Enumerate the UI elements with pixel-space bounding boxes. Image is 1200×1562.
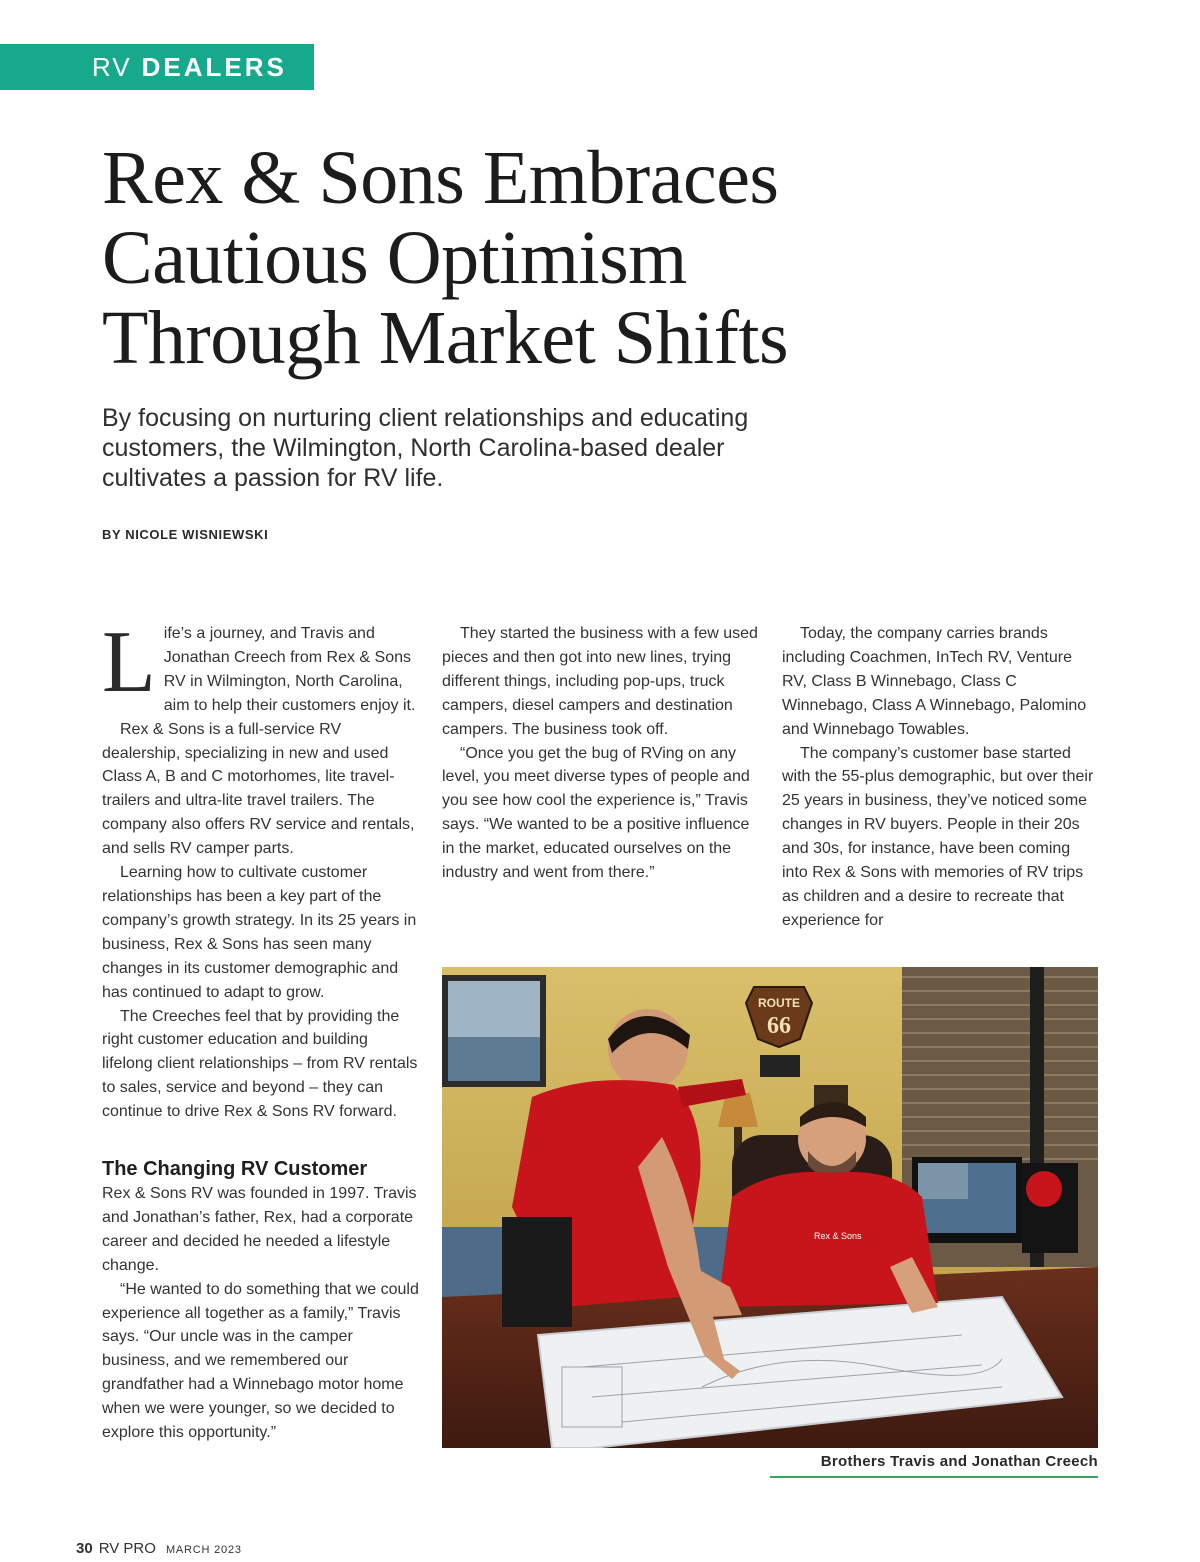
- paragraph-7: They started the business with a few used pieces and then got into new lines, trying different things, including pop-ups, truck campers, diesel campers and destination campers. The business took off.: [442, 625, 758, 738]
- paragraph-1: [102, 614, 422, 718]
- issue-date: MARCH 2023: [165, 1544, 242, 1556]
- section-label-bold: DEALERS: [141, 51, 287, 82]
- drop-cap: L: [102, 614, 156, 711]
- paragraph-6: “He wanted to do something that we could experience all together as a family,” Travis says. “Our uncle was in the camper business, and we remembered our grandfather had a Winnebago motor home when we were younger, so we decided to explore this opportunity.”: [102, 1280, 419, 1442]
- paragraph-2: Rex & Sons is a full-service RV dealership, specializing in new and used Class A, B and C motorhomes, lite travel-trailers and ultra-lite travel trailers. The company also offers RV service and rentals, and sells RV camper parts.: [102, 720, 415, 858]
- magazine-name: RV PRO: [98, 1540, 156, 1557]
- photo-illustration: [442, 967, 1098, 1448]
- sign-text-number: 66: [767, 1013, 791, 1039]
- column-1: [102, 614, 422, 1445]
- paragraph-1-text: ife’s a journey, and Travis and Jonathan Creech from Rex & Sons RV in Wilmington, North Carolina, aim to help their customers enjoy it.: [163, 625, 416, 714]
- section-tab: [0, 44, 314, 90]
- paragraph-4: The Creeches feel that by providing the right customer education and building lifelong client relationships – from RV rentals to sales, service and beyond – they can continue to drive Rex & Sons RV forward.: [102, 1007, 418, 1121]
- byline: BY NICOLE WISNIEWSKI: [102, 527, 269, 542]
- dek: By focusing on nurturing client relationships and educating customers, the Wilmington, North Carolina-based dealer cultivates a passion for RV life.: [102, 404, 749, 492]
- section-label-light: RV: [92, 51, 132, 82]
- paragraph-8: “Once you get the bug of RVing on any level, you meet diverse types of people and you see how cool the experience is,” Travis says. “We wanted to be a positive influence in the market, educated ourselves on the industry and went from there.”: [442, 744, 750, 882]
- page-number: 30: [76, 1540, 93, 1557]
- photo-caption: Brothers Travis and Jonathan Creech: [770, 1453, 1098, 1478]
- paragraph-9: Today, the company carries brands including Coachmen, InTech RV, Venture RV, Class B Winnebago, Class C Winnebago, Class A Winnebago, Palomino and Winnebago Towables.: [782, 625, 1087, 738]
- page-footer: [76, 1540, 242, 1557]
- paragraph-5: Rex & Sons RV was founded in 1997. Travis and Jonathan’s father, Rex, had a corporate career and decided he needed a lifestyle change.: [102, 1185, 417, 1274]
- column-3: [782, 622, 1100, 933]
- sign-text-route: ROUTE: [758, 996, 800, 1010]
- headline: Rex & Sons Embraces Cautious Optimism Through Market Shifts: [102, 136, 789, 380]
- paragraph-3: Learning how to cultivate customer relationships has been a key part of the company’s growth strategy. In its 25 years in business, Rex & Sons has seen many changes in its customer demographic and has continued to adapt to grow.: [102, 864, 417, 1001]
- paragraph-10: The company’s customer base started with the 55-plus demographic, but over their 25 years in business, they’ve noticed some changes in RV buyers. People in their 20s and 30s, for instance, have been coming into Rex & Sons with memories of RV trips as children and a desire to recreate that experience for: [782, 744, 1094, 929]
- column-2: [442, 622, 760, 885]
- article-photo: [442, 967, 1098, 1448]
- subhead: The Changing RV Customer: [102, 1158, 368, 1181]
- shirt-logo-text: Rex & Sons: [814, 1231, 862, 1241]
